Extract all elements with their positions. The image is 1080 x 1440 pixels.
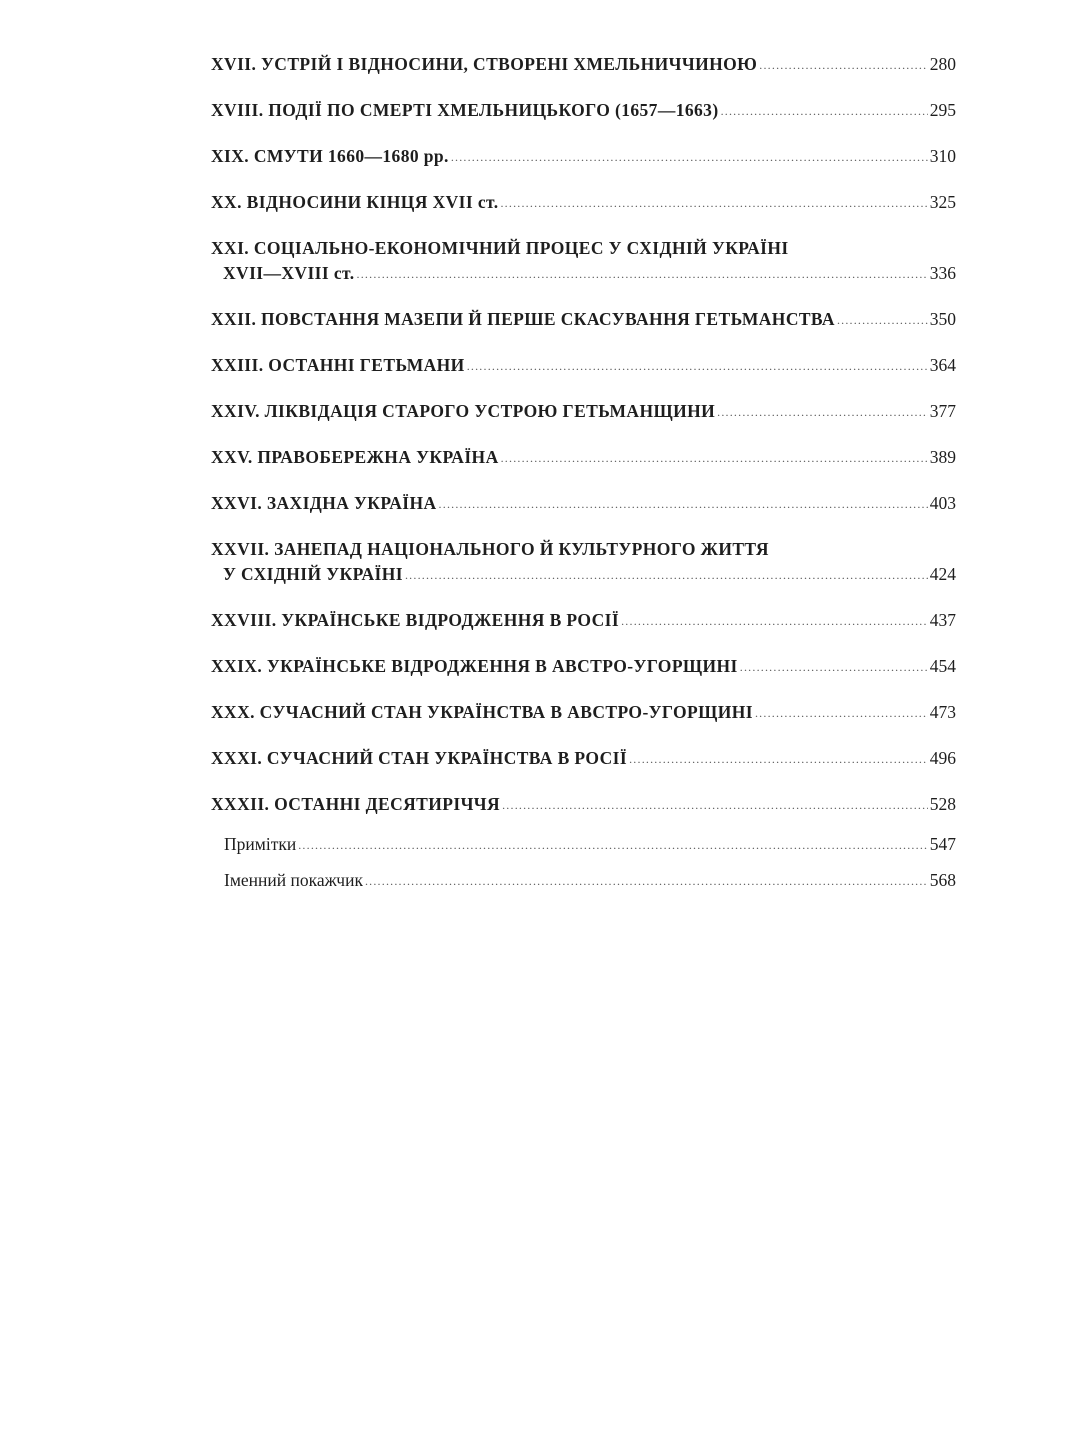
leader-dots xyxy=(357,262,928,287)
page-number: 547 xyxy=(929,834,956,854)
toc-entry-chapter-30 xyxy=(211,700,956,727)
leader-dots xyxy=(439,492,928,517)
chapter-title: XXXI. СУЧАСНИЙ СТАН УКРАЇНСТВА В РОСІЇ xyxy=(211,748,628,768)
leader-dots xyxy=(467,354,928,379)
toc-line xyxy=(224,868,956,895)
chapter-title: XXVI. ЗАХІДНА УКРАЇНА xyxy=(211,493,437,513)
leader-dots xyxy=(502,793,928,818)
leader-dots xyxy=(759,53,927,78)
table-of-contents xyxy=(211,52,956,904)
toc-line xyxy=(211,307,956,334)
toc-entry-chapter-21 xyxy=(211,236,956,288)
chapter-title: XXIII. ОСТАННІ ГЕТЬМАНИ xyxy=(211,355,465,375)
back-matter-title: Іменний покажчик xyxy=(224,870,363,890)
toc-line xyxy=(211,746,956,773)
page-number: 568 xyxy=(929,870,956,890)
page-number: 496 xyxy=(929,748,956,768)
toc-entry-name-index xyxy=(211,868,956,895)
leader-dots xyxy=(717,400,928,425)
chapter-title: XVII. УСТРІЙ І ВІДНОСИНИ, СТВОРЕНІ ХМЕЛЬНИЧЧИНОЮ xyxy=(211,54,758,74)
chapter-title: XX. ВІДНОСИНИ КІНЦЯ XVII ст. xyxy=(211,192,499,212)
chapter-title: XXVII. ЗАНЕПАД НАЦІОНАЛЬНОГО Й КУЛЬТУРНОГО ЖИТТЯ xyxy=(211,539,769,559)
page-number: 280 xyxy=(929,54,956,74)
chapter-title: XXX. СУЧАСНИЙ СТАН УКРАЇНСТВА В АВСТРО-УГОРЩИНІ xyxy=(211,702,753,722)
page-number: 325 xyxy=(929,192,956,212)
chapter-title: XXIX. УКРАЇНСЬКЕ ВІДРОДЖЕННЯ В АВСТРО-УГОРЩИНІ xyxy=(211,656,738,676)
chapter-title: XIX. СМУТИ 1660—1680 рр. xyxy=(211,146,449,166)
toc-line xyxy=(211,700,956,727)
leader-dots xyxy=(451,145,928,170)
page-number: 336 xyxy=(929,263,956,283)
chapter-title-continuation: XVII—XVIII ст. xyxy=(223,263,355,283)
toc-line xyxy=(211,608,956,635)
page-number: 403 xyxy=(929,493,956,513)
leader-dots xyxy=(629,747,928,772)
toc-entry-chapter-18 xyxy=(211,98,956,125)
page-number: 310 xyxy=(929,146,956,166)
toc-entry-chapter-27 xyxy=(211,537,956,589)
page-number: 295 xyxy=(929,100,956,120)
leader-dots xyxy=(837,308,928,333)
page-number: 350 xyxy=(929,309,956,329)
leader-dots xyxy=(621,609,928,634)
toc-line xyxy=(211,98,956,125)
toc-entry-chapter-25 xyxy=(211,445,956,472)
leader-dots xyxy=(740,655,928,680)
page-number: 473 xyxy=(929,702,956,722)
chapter-title-continuation: У СХІДНІЙ УКРАЇНІ xyxy=(223,564,403,584)
toc-line xyxy=(211,491,956,518)
toc-line-continuation xyxy=(211,261,956,288)
chapter-title: XXVIII. УКРАЇНСЬКЕ ВІДРОДЖЕННЯ В РОСІЇ xyxy=(211,610,620,630)
leader-dots xyxy=(500,191,927,216)
leader-dots xyxy=(298,833,928,858)
toc-entry-chapter-20 xyxy=(211,190,956,217)
toc-entry-chapter-31 xyxy=(211,746,956,773)
chapter-title: XXIV. ЛІКВІДАЦІЯ СТАРОГО УСТРОЮ ГЕТЬМАНЩИНИ xyxy=(211,401,716,421)
chapter-title: XXXII. ОСТАННІ ДЕСЯТИРІЧЧЯ xyxy=(211,794,501,814)
toc-entry-chapter-19 xyxy=(211,144,956,171)
page-number: 424 xyxy=(929,564,956,584)
toc-line xyxy=(211,236,956,261)
leader-dots xyxy=(501,446,928,471)
back-matter-title: Примітки xyxy=(224,834,297,854)
page-number: 528 xyxy=(929,794,956,814)
chapter-title: XVIII. ПОДІЇ ПО СМЕРТІ ХМЕЛЬНИЦЬКОГО (1657—1663) xyxy=(211,100,719,120)
page-number: 377 xyxy=(929,401,956,421)
toc-entry-notes xyxy=(211,832,956,859)
toc-line-continuation xyxy=(211,562,956,589)
toc-line xyxy=(211,52,956,79)
toc-entry-chapter-22 xyxy=(211,307,956,334)
leader-dots xyxy=(405,563,928,588)
toc-entry-chapter-26 xyxy=(211,491,956,518)
toc-line xyxy=(211,353,956,380)
chapter-title: XXV. ПРАВОБЕРЕЖНА УКРАЇНА xyxy=(211,447,499,467)
toc-entry-chapter-23 xyxy=(211,353,956,380)
leader-dots xyxy=(721,99,928,124)
page-number: 389 xyxy=(929,447,956,467)
toc-entry-chapter-32 xyxy=(211,792,956,819)
toc-entry-chapter-29 xyxy=(211,654,956,681)
toc-line xyxy=(211,399,956,426)
toc-line xyxy=(211,654,956,681)
toc-line xyxy=(211,144,956,171)
toc-line xyxy=(211,190,956,217)
chapter-title: XXII. ПОВСТАННЯ МАЗЕПИ Й ПЕРШЕ СКАСУВАННЯ ГЕТЬМАНСТВА xyxy=(211,309,835,329)
toc-entry-chapter-17 xyxy=(211,52,956,79)
leader-dots xyxy=(365,869,928,894)
toc-line xyxy=(211,445,956,472)
chapter-title: XXI. СОЦІАЛЬНО-ЕКОНОМІЧНИЙ ПРОЦЕС У СХІДНІЙ УКРАЇНІ xyxy=(211,238,789,258)
page-number: 364 xyxy=(929,355,956,375)
page-number: 454 xyxy=(929,656,956,676)
leader-dots xyxy=(755,701,928,726)
toc-line xyxy=(224,832,956,859)
toc-entry-chapter-28 xyxy=(211,608,956,635)
toc-entry-chapter-24 xyxy=(211,399,956,426)
toc-line xyxy=(211,792,956,819)
page-number: 437 xyxy=(929,610,956,630)
toc-line xyxy=(211,537,956,562)
